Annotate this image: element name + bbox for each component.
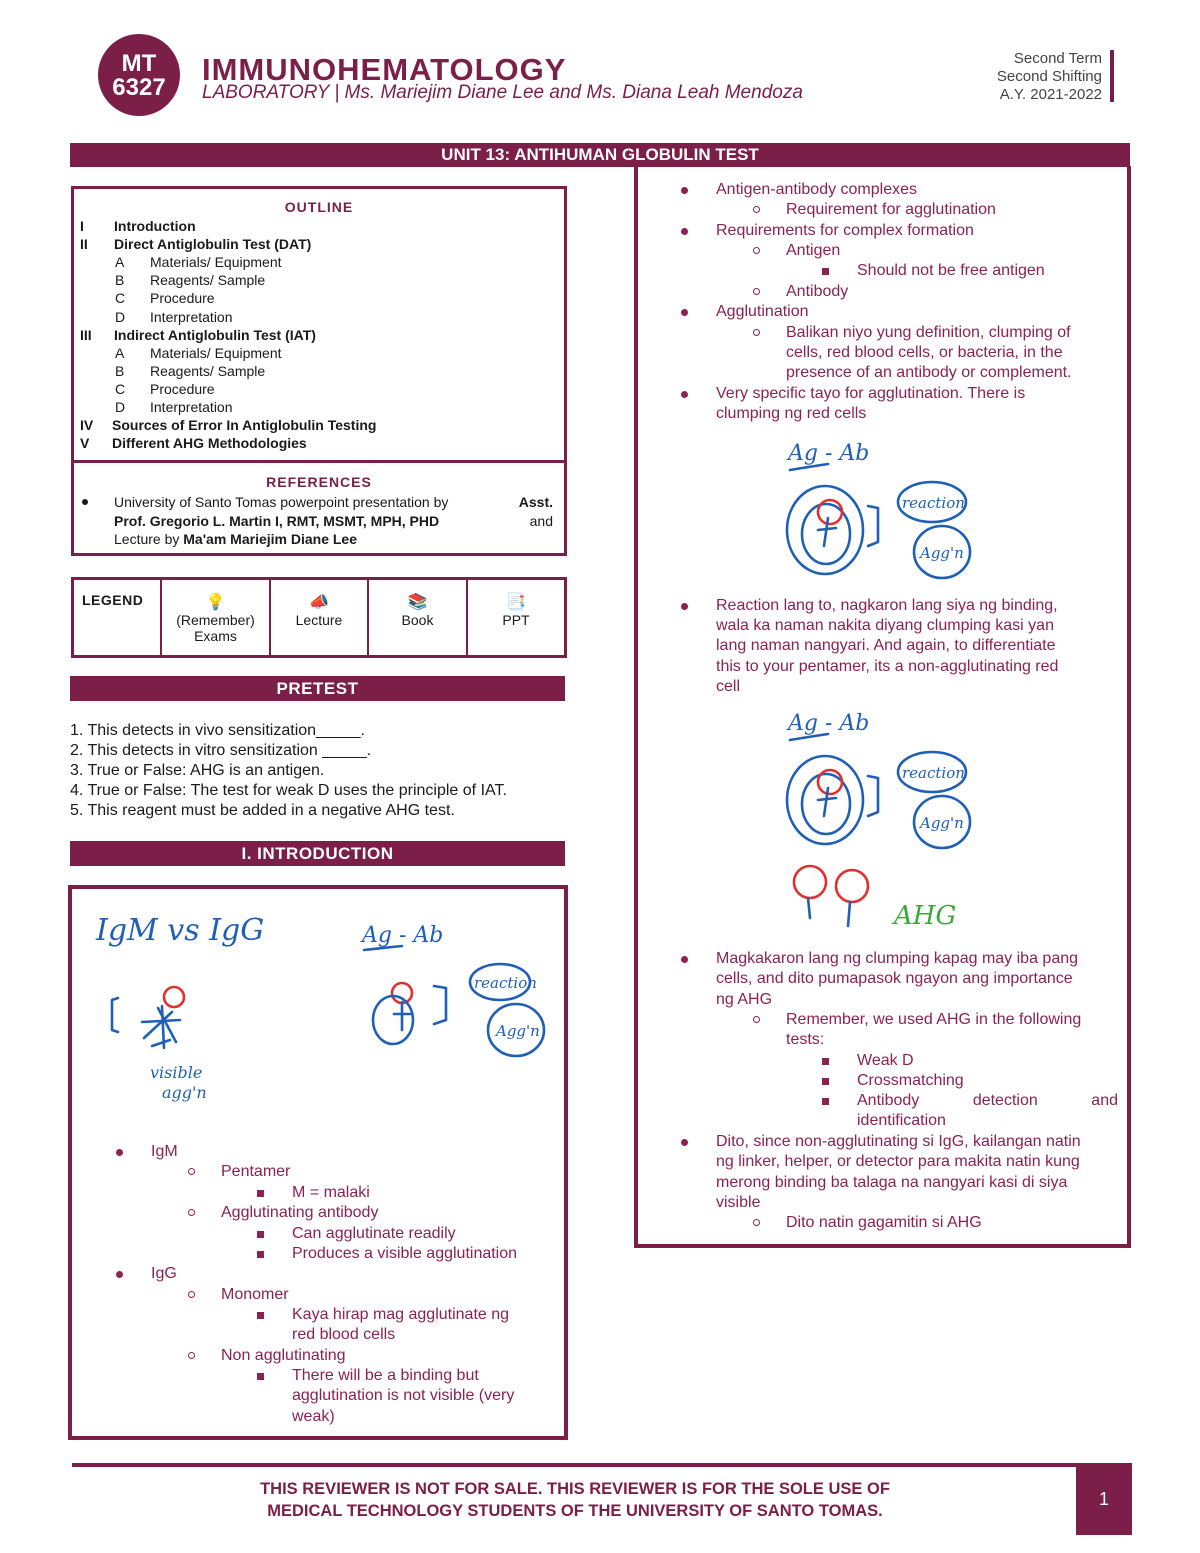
reference-lecture: Lecture by bbox=[114, 531, 180, 547]
note-remember-1: Remember, we used AHG in the following bbox=[786, 1010, 1118, 1030]
note-ahg-use: Dito natin gagamitin si AHG bbox=[786, 1213, 982, 1233]
outline-number: D bbox=[115, 399, 126, 415]
note-dito-1: Dito, since non-agglutinating si IgG, kailangan natin bbox=[716, 1132, 1118, 1152]
footer-line-2: MEDICAL TECHNOLOGY STUDENTS OF THE UNIVERSITY OF SANTO TOMAS. bbox=[267, 1502, 883, 1520]
note-kaya-line1 bbox=[292, 1305, 554, 1325]
course-title: IMMUNOHEMATOLOGY bbox=[202, 52, 567, 87]
pretest-heading: PRETEST bbox=[70, 676, 565, 701]
sketch-agab: Ag - Ab bbox=[362, 923, 444, 948]
word: detection bbox=[972, 1092, 1038, 1109]
note-reaction-1: Reaction lang to, nagkaron lang siya ng binding, bbox=[716, 596, 1118, 616]
lightbulb-icon: 💡 bbox=[205, 594, 226, 611]
note-ag-ab-complexes: Antigen-antibody complexes bbox=[716, 180, 917, 200]
sketch-aggn2: Agg'n bbox=[496, 1022, 540, 1040]
note-m-malaki: M = malaki bbox=[292, 1183, 370, 1203]
note-igg: IgG bbox=[151, 1264, 177, 1284]
note-magkakaron-2: cells, and dito pumapasok ngayon ang importance bbox=[716, 970, 1073, 987]
logo-line1: MT bbox=[121, 50, 157, 77]
outline-number: D bbox=[115, 308, 126, 325]
outline-number: C bbox=[115, 380, 126, 397]
outline-number: C bbox=[115, 290, 126, 307]
megaphone-icon: 📣 bbox=[309, 594, 329, 611]
outline-number: I bbox=[80, 218, 84, 234]
footer-line-1: THIS REVIEWER IS NOT FOR SALE. THIS REVIEWER IS FOR THE SOLE USE OF bbox=[260, 1480, 890, 1498]
pretest-q2: 2. This detects in vitro sensitization _____. bbox=[70, 742, 372, 759]
sketch-aggn: Agg'n bbox=[920, 814, 964, 832]
outline-number: III bbox=[80, 326, 92, 343]
ag-ab-ahg-sketch bbox=[780, 700, 1000, 940]
note-reaction-2: wala ka naman nakita diyang clumping kasi yan bbox=[716, 617, 1054, 634]
outline-text: Reagents/ Sample bbox=[150, 362, 266, 379]
note-reaction-4: this to your pentamer, its a non-agglutinating red bbox=[716, 658, 1059, 675]
note-non-agglutinating: Non agglutinating bbox=[221, 1346, 346, 1366]
reference-text: University of Santo Tomas powerpoint presentation by bbox=[114, 494, 449, 510]
outline-number: B bbox=[115, 272, 125, 289]
note-monomer: Monomer bbox=[221, 1285, 289, 1305]
legend-label: PPT bbox=[502, 612, 530, 628]
note-balikan-1: Balikan niyo yung definition, clumping of bbox=[786, 323, 1118, 343]
note-balikan-2: cells, red blood cells, or bacteria, in the bbox=[786, 344, 1063, 361]
note-identification: identification bbox=[857, 1112, 946, 1129]
note-there-line3: weak) bbox=[292, 1408, 335, 1425]
note-reaction-3: lang naman nangyari. And again, to differentiate bbox=[716, 637, 1056, 654]
note-kaya-line2: red blood cells bbox=[292, 1326, 396, 1343]
legend-label: Lecture bbox=[295, 612, 343, 628]
note-requirements-complex: Requirements for complex formation bbox=[716, 221, 974, 241]
word: and bbox=[1091, 1092, 1118, 1109]
note-produces: Produces a visible agglutination bbox=[292, 1244, 517, 1264]
pretest-q4: 4. True or False: The test for weak D uses the principle of IAT. bbox=[70, 782, 507, 799]
outline-number: II bbox=[80, 236, 88, 253]
note-remember-2: tests: bbox=[786, 1031, 825, 1048]
note-magkakaron-1: Magkakaron lang ng clumping kapag may iba pang bbox=[716, 949, 1118, 969]
sketch-rbc-1 bbox=[794, 866, 826, 898]
term: Second Term bbox=[1013, 50, 1102, 67]
note-can-agglutinate: Can agglutinate readily bbox=[292, 1224, 456, 1244]
note-crossmatching: Crossmatching bbox=[857, 1071, 964, 1091]
outline-heading: OUTLINE bbox=[284, 199, 354, 215]
reference-author-name: Prof. Gregorio L. Martin I, RMT, MSMT, MPH, PHD bbox=[114, 512, 440, 529]
sketch-visible: visible bbox=[150, 1063, 203, 1082]
sketch-reaction: reaction bbox=[902, 764, 965, 782]
outline-text: Interpretation bbox=[150, 399, 233, 415]
outline-text: Reagents/ Sample bbox=[150, 272, 266, 289]
outline-number: B bbox=[115, 362, 125, 379]
sketch-bracket bbox=[868, 776, 878, 816]
reference-and: and bbox=[529, 512, 553, 529]
outline-number: A bbox=[115, 254, 125, 271]
note-balikan-3: presence of an antibody or complement. bbox=[786, 364, 1072, 381]
note-there-line1: There will be a binding but bbox=[292, 1366, 554, 1386]
footer-divider bbox=[72, 1463, 1076, 1467]
pretest-q5: 5. This reagent must be added in a negative AHG test. bbox=[70, 802, 455, 819]
outline-text: Sources of Error In Antiglobulin Testing bbox=[112, 417, 377, 434]
note-weak-d: Weak D bbox=[857, 1051, 914, 1071]
sketch-ahg-label: AHG bbox=[894, 901, 957, 931]
sketch-reaction: reaction bbox=[902, 494, 965, 512]
note-kaya bbox=[292, 1305, 554, 1325]
note-very-specific-2: clumping ng red cells bbox=[716, 405, 867, 422]
outline-text: Materials/ Equipment bbox=[150, 344, 282, 361]
note-free-antigen: Should not be free antigen bbox=[857, 261, 1045, 281]
note-antigen: Antigen bbox=[786, 241, 840, 261]
word: Antibody bbox=[857, 1092, 920, 1109]
reference-lecturer: Ma'am Mariejim Diane Lee bbox=[183, 531, 357, 547]
note-pentamer: Pentamer bbox=[221, 1162, 290, 1182]
outline-text: Procedure bbox=[150, 380, 215, 397]
note-there-line2: agglutination is not visible (very bbox=[292, 1387, 515, 1404]
legend-label: Book bbox=[401, 612, 434, 628]
outline-text: Interpretation bbox=[150, 308, 233, 325]
note-requirement-agg: Requirement for agglutination bbox=[786, 200, 996, 220]
sketch-bracket bbox=[868, 506, 878, 546]
sketch-reaction: reaction bbox=[474, 974, 537, 992]
outline-number: A bbox=[115, 344, 125, 361]
outline-text: Different AHG Methodologies bbox=[112, 435, 307, 452]
references-heading: REFERENCES bbox=[266, 474, 372, 490]
logo-line2: 6327 bbox=[112, 74, 166, 101]
slides-icon: 📑 bbox=[506, 594, 526, 611]
sketch-ahg-links bbox=[808, 898, 850, 926]
outline-text: Direct Antiglobulin Test (DAT) bbox=[114, 236, 312, 253]
note-dito-3: merong binding ba talaga na nangyari kasi di siya bbox=[716, 1174, 1068, 1191]
pretest-q3: 3. True or False: AHG is an antigen. bbox=[70, 762, 325, 779]
note-magkakaron-3: ng AHG bbox=[716, 991, 773, 1008]
legend-label: (Remember) bbox=[176, 612, 255, 628]
note-reaction-5: cell bbox=[716, 678, 741, 695]
note-kaya-text: Kaya hirap mag agglutinate ng bbox=[292, 1306, 510, 1323]
sketch-agab-label: Ag - Ab bbox=[788, 711, 870, 736]
outline-text: Materials/ Equipment bbox=[150, 254, 282, 271]
sketch-agab-label: Ag - Ab bbox=[788, 441, 870, 466]
sketch-rbc-2 bbox=[836, 870, 868, 902]
legend-label-2: Exams bbox=[194, 628, 237, 644]
outline-text: Introduction bbox=[114, 218, 196, 234]
footer-disclaimer bbox=[130, 1478, 1020, 1522]
note-dito-2: ng linker, helper, or detector para makita natin kung bbox=[716, 1153, 1080, 1170]
books-icon: 📚 bbox=[407, 594, 428, 611]
note-igm: IgM bbox=[151, 1142, 178, 1162]
sketch-title: IgM vs IgG bbox=[96, 913, 265, 948]
page-number: 1 bbox=[1076, 1463, 1132, 1535]
unit-title: UNIT 13: ANTIHUMAN GLOBULIN TEST bbox=[70, 143, 1130, 167]
sketch-aggn: Agg'n bbox=[920, 544, 964, 562]
introduction-heading: I. INTRODUCTION bbox=[70, 841, 565, 866]
outline-text: Indirect Antiglobulin Test (IAT) bbox=[114, 326, 316, 343]
shifting: Second Shifting bbox=[996, 68, 1102, 85]
note-antibody: Antibody bbox=[786, 282, 848, 302]
course-subtitle: LABORATORY | Ms. Mariejim Diane Lee and Ms. Diana Leah Mendoza bbox=[202, 82, 803, 103]
pretest-q1: 1. This detects in vivo sensitization_____. bbox=[70, 722, 365, 739]
note-agglutination: Agglutination bbox=[716, 302, 809, 322]
ag-ab-sketch-1 bbox=[780, 430, 1000, 590]
outline-number: V bbox=[80, 435, 90, 452]
note-very-specific-1: Very specific tayo for agglutination. There is bbox=[716, 384, 1118, 404]
outline-text: Procedure bbox=[150, 290, 215, 307]
reference-author: Asst. bbox=[518, 494, 553, 510]
legend-title: LEGEND bbox=[74, 580, 162, 655]
outline-number: IV bbox=[80, 417, 94, 434]
academic-year: A.Y. 2021-2022 bbox=[999, 86, 1102, 103]
note-dito-4: visible bbox=[716, 1194, 761, 1211]
sketch-aggn: agg'n bbox=[162, 1083, 207, 1102]
note-agglutinating: Agglutinating antibody bbox=[221, 1203, 378, 1223]
